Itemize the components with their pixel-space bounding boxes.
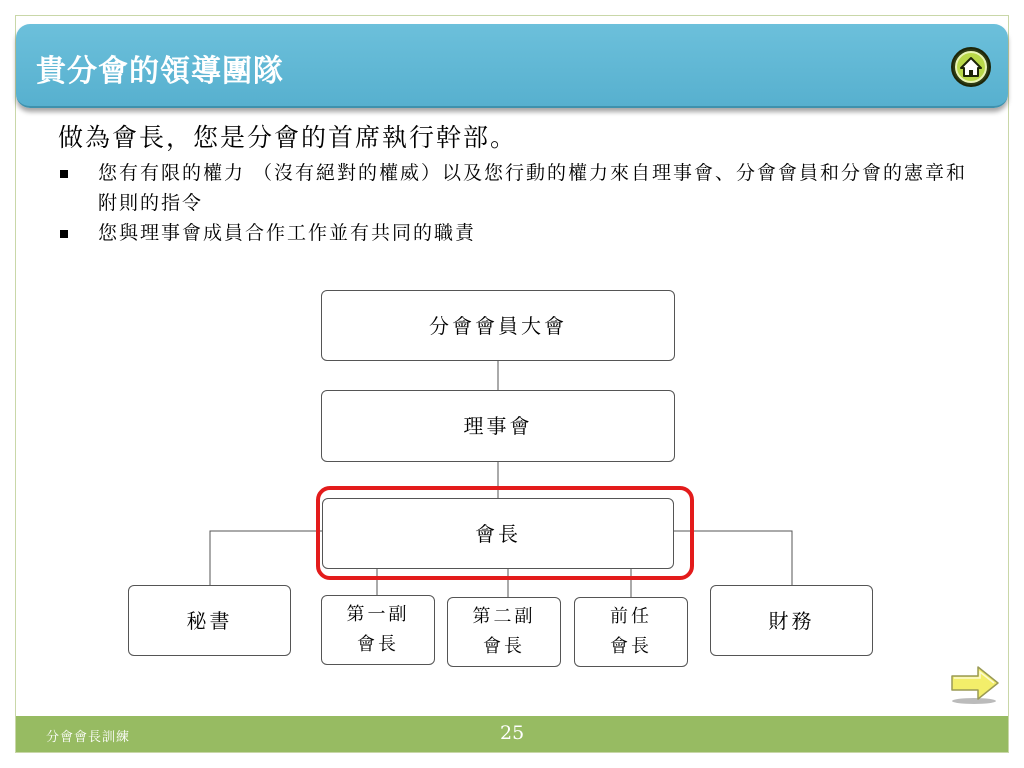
- president-highlight-frame: [316, 486, 694, 580]
- next-slide-button[interactable]: [950, 664, 1000, 706]
- connector-secretary: [210, 531, 322, 585]
- bullet-text: 您與理事會成員合作工作並有共同的職責: [98, 222, 477, 244]
- org-box-first-vp: 第一副 會長: [321, 595, 435, 665]
- page-number: 25: [500, 722, 525, 744]
- org-box-general-assembly: 分會會員大會: [321, 290, 675, 361]
- slide-title: 貴分會的領導團隊: [36, 54, 284, 89]
- org-box-board: 理事會: [321, 390, 675, 462]
- org-box-secretary: 秘書: [128, 585, 291, 656]
- org-box-president: 會長: [322, 498, 674, 569]
- intro-text: 做為會長，您是分會的首席執行幹部。: [58, 123, 518, 152]
- footer-title: 分會會長訓練: [46, 730, 131, 745]
- org-box-past-president: 前任 會長: [574, 597, 688, 667]
- arrow-right-icon: [952, 667, 998, 704]
- org-box-second-vp: 第二副 會長: [447, 597, 561, 667]
- bullet-text: 您有有限的權力 （沒有絕對的權威）以及您行動的權力來自理事會、分會會員和分會的憲章和附則的指令: [98, 162, 968, 214]
- org-box-treasurer: 財務: [710, 585, 873, 656]
